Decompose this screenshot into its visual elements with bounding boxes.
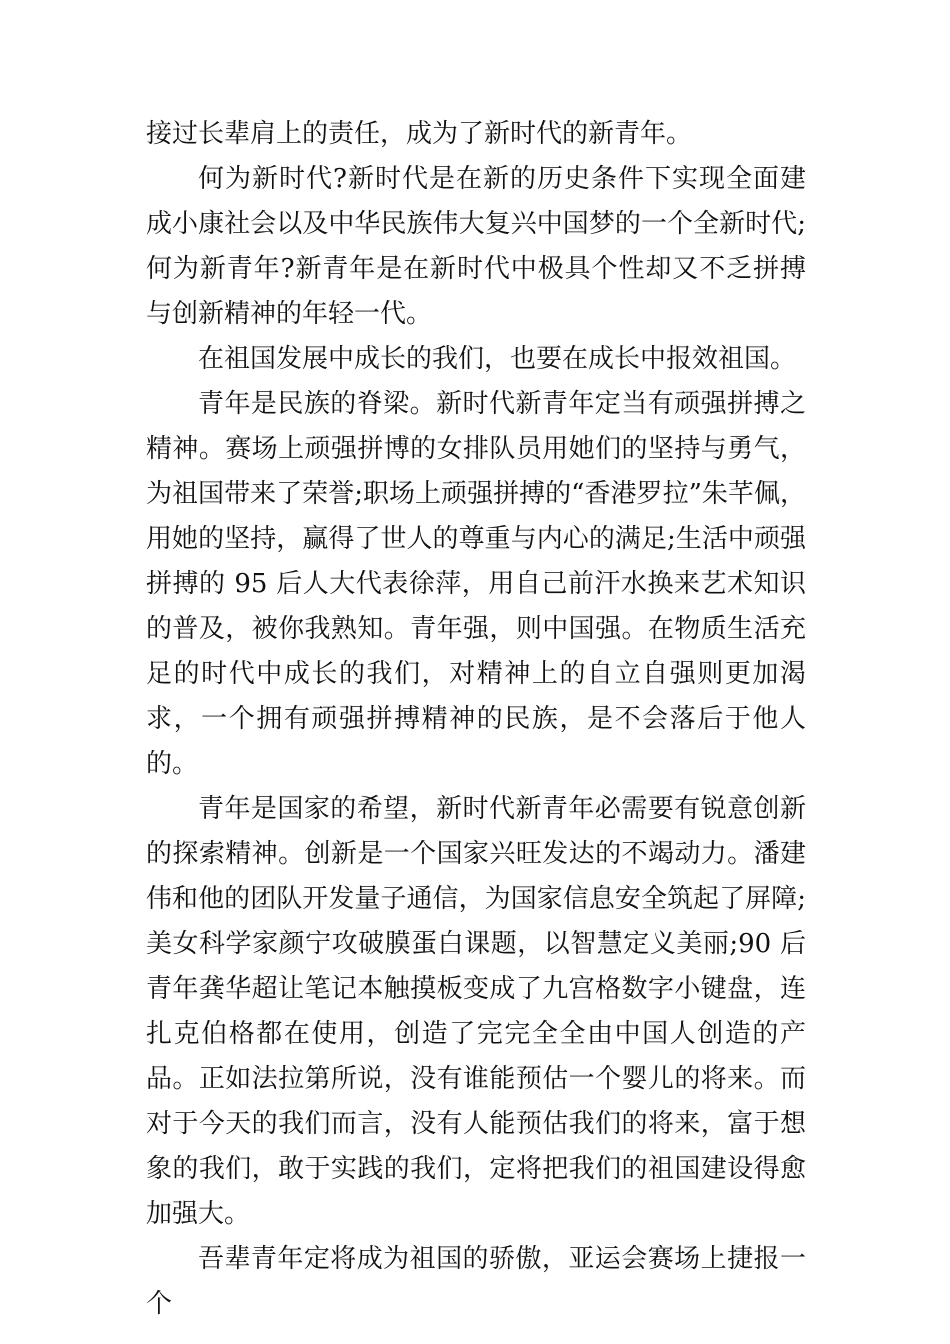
paragraph-innovation: 青年是国家的希望，新时代新青年必需要有锐意创新的探索精神。创新是一个国家兴旺发达的不竭动力。潘建伟和他的团队开发量子通信，为国家信息安全筑起了屏障;美女科学家颜宁攻破膜蛋白课题，以智慧定义美丽;90 后青年龚华超让笔记本触摸板变成了九宫格数字小键盘，连扎克伯格都在使用，创造了完完全全由中国人创造的产品。正如法拉第所说，没有谁能预估一个婴儿的将来。而对于今天的我们而言，没有人能预估我们的将来，富于想象的我们，敢于实践的我们，定将把我们的祖国建设得愈加强大。 <box>146 794 806 1229</box>
paragraph-serve-country: 在祖国发展中成长的我们，也要在成长中报效祖国。 <box>198 344 797 374</box>
paragraph-perseverance: 青年是民族的脊梁。新时代新青年定当有顽强拼搏之精神。赛场上顽强拼博的女排队员用她们的坚持与勇气，为祖国带来了荣誉;职场上顽强拼搏的“香港罗拉”朱芊佩，用她的坚持，赢得了世人的尊重与内心的满足;生活中顽强拼搏的 95 后人大代表徐萍，用自己前汗水换来艺术知识的普及，被你我熟知。青年强，则中国强。在物质生活充足的时代中成长的我们，对精神上的自立自强则更加渴求，一个拥有顽强拼搏精神的民族，是不会落后于他人的。 <box>146 389 806 779</box>
paragraph-continuation: 接过长辈肩上的责任，成为了新时代的新青年。 <box>146 119 693 149</box>
document-page <box>146 112 806 1327</box>
paragraph-new-era: 何为新时代?新时代是在新的历史条件下实现全面建成小康社会以及中华民族伟大复兴中国梦的一个全新时代;何为新青年?新青年是在新时代中极具个性却又不乏拼搏与创新精神的年轻一代。 <box>146 164 806 329</box>
paragraph-pride: 吾辈青年定将成为祖国的骄傲，亚运会赛场上捷报一个 <box>146 1244 806 1319</box>
